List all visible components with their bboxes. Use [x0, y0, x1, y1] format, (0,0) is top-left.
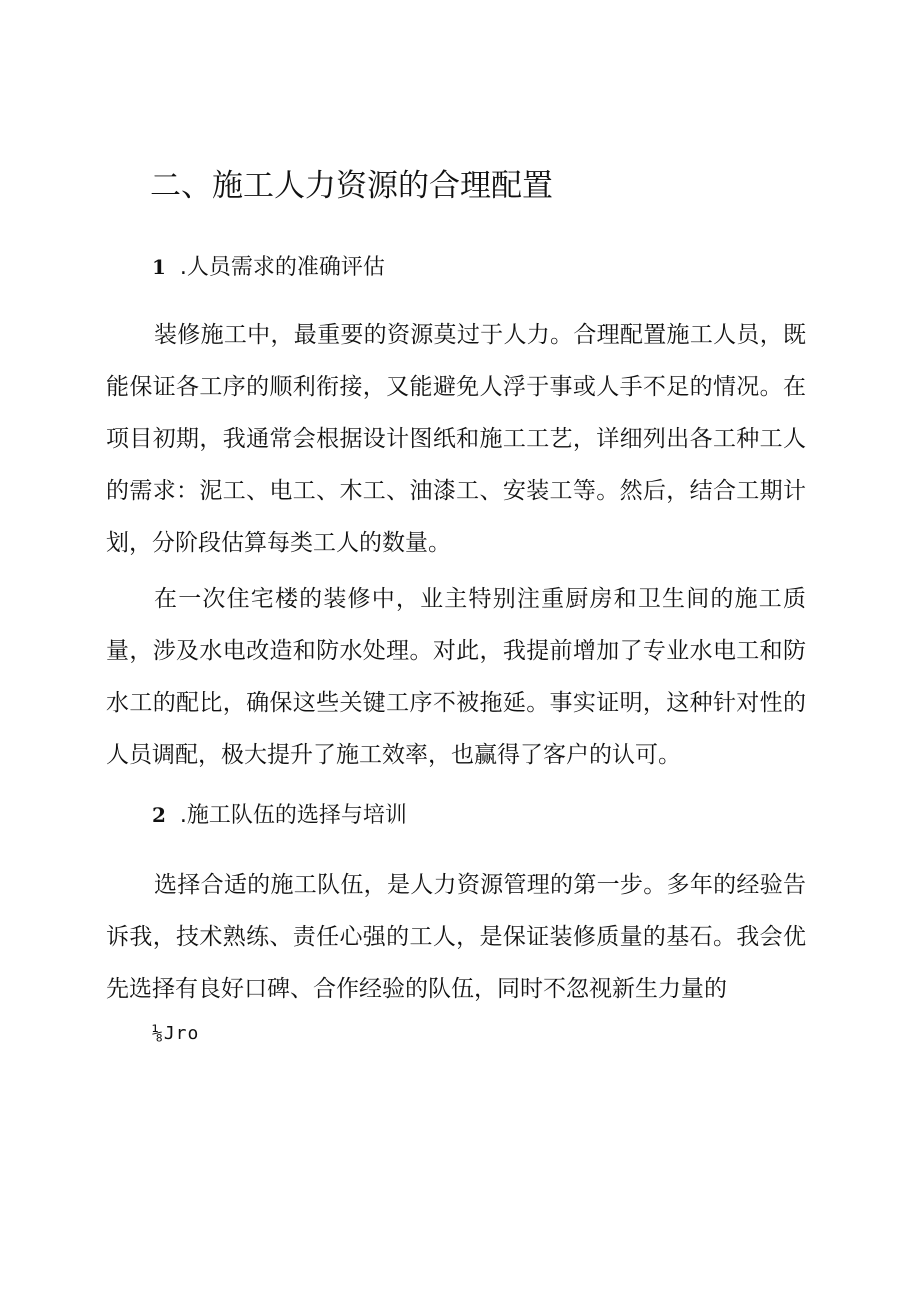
paragraph-line: 先选择有良好口碑、合作经验的队伍，同时不忽视新生力量的 — [106, 976, 727, 1002]
paragraph-line: 诉我，技术熟练、责任心强的工人，是保证装修质量的基石。我会优 — [106, 924, 806, 950]
section-title: 二、施工人力资源的合理配置 — [150, 168, 553, 204]
paragraph — [106, 859, 806, 1015]
paragraph-line: 水工的配比，确保这些关键工序不被拖延。事实证明，这种针对性的 — [106, 690, 806, 716]
footer-text: ⅛Jro — [152, 1023, 200, 1044]
subsection-heading-1 — [152, 252, 385, 283]
subsection-heading-2 — [152, 800, 407, 831]
paragraph-line: 能保证各工序的顺利衔接，又能避免人浮于事或人手不足的情况。在 — [106, 374, 806, 400]
subsection-number: 1 — [152, 255, 166, 279]
paragraph — [106, 573, 806, 781]
paragraph-line: 划，分阶段估算每类工人的数量。 — [106, 530, 451, 556]
subsection-number: 2 — [152, 803, 166, 827]
paragraph-line: 在一次住宅楼的装修中，业主特别注重厨房和卫生间的施工质 — [154, 586, 806, 612]
paragraph-line: 装修施工中，最重要的资源莫过于人力。合理配置施工人员，既 — [154, 322, 806, 348]
paragraph-line: 量，涉及水电改造和防水处理。对此，我提前增加了专业水电工和防 — [106, 638, 806, 664]
paragraph-line: 项目初期，我通常会根据设计图纸和施工工艺，详细列出各工种工人 — [106, 426, 806, 452]
paragraph — [106, 309, 806, 569]
paragraph-line: 选择合适的施工队伍，是人力资源管理的第一步。多年的经验告 — [154, 872, 806, 898]
subsection-heading-text: .施工队伍的选择与培训 — [179, 803, 407, 828]
paragraph-line: 人员调配，极大提升了施工效率，也赢得了客户的认可。 — [106, 742, 681, 768]
subsection-heading-text: .人员需求的准确评估 — [179, 255, 385, 280]
paragraph-line: 的需求：泥工、电工、木工、油漆工、安装工等。然后，结合工期计 — [106, 478, 806, 504]
